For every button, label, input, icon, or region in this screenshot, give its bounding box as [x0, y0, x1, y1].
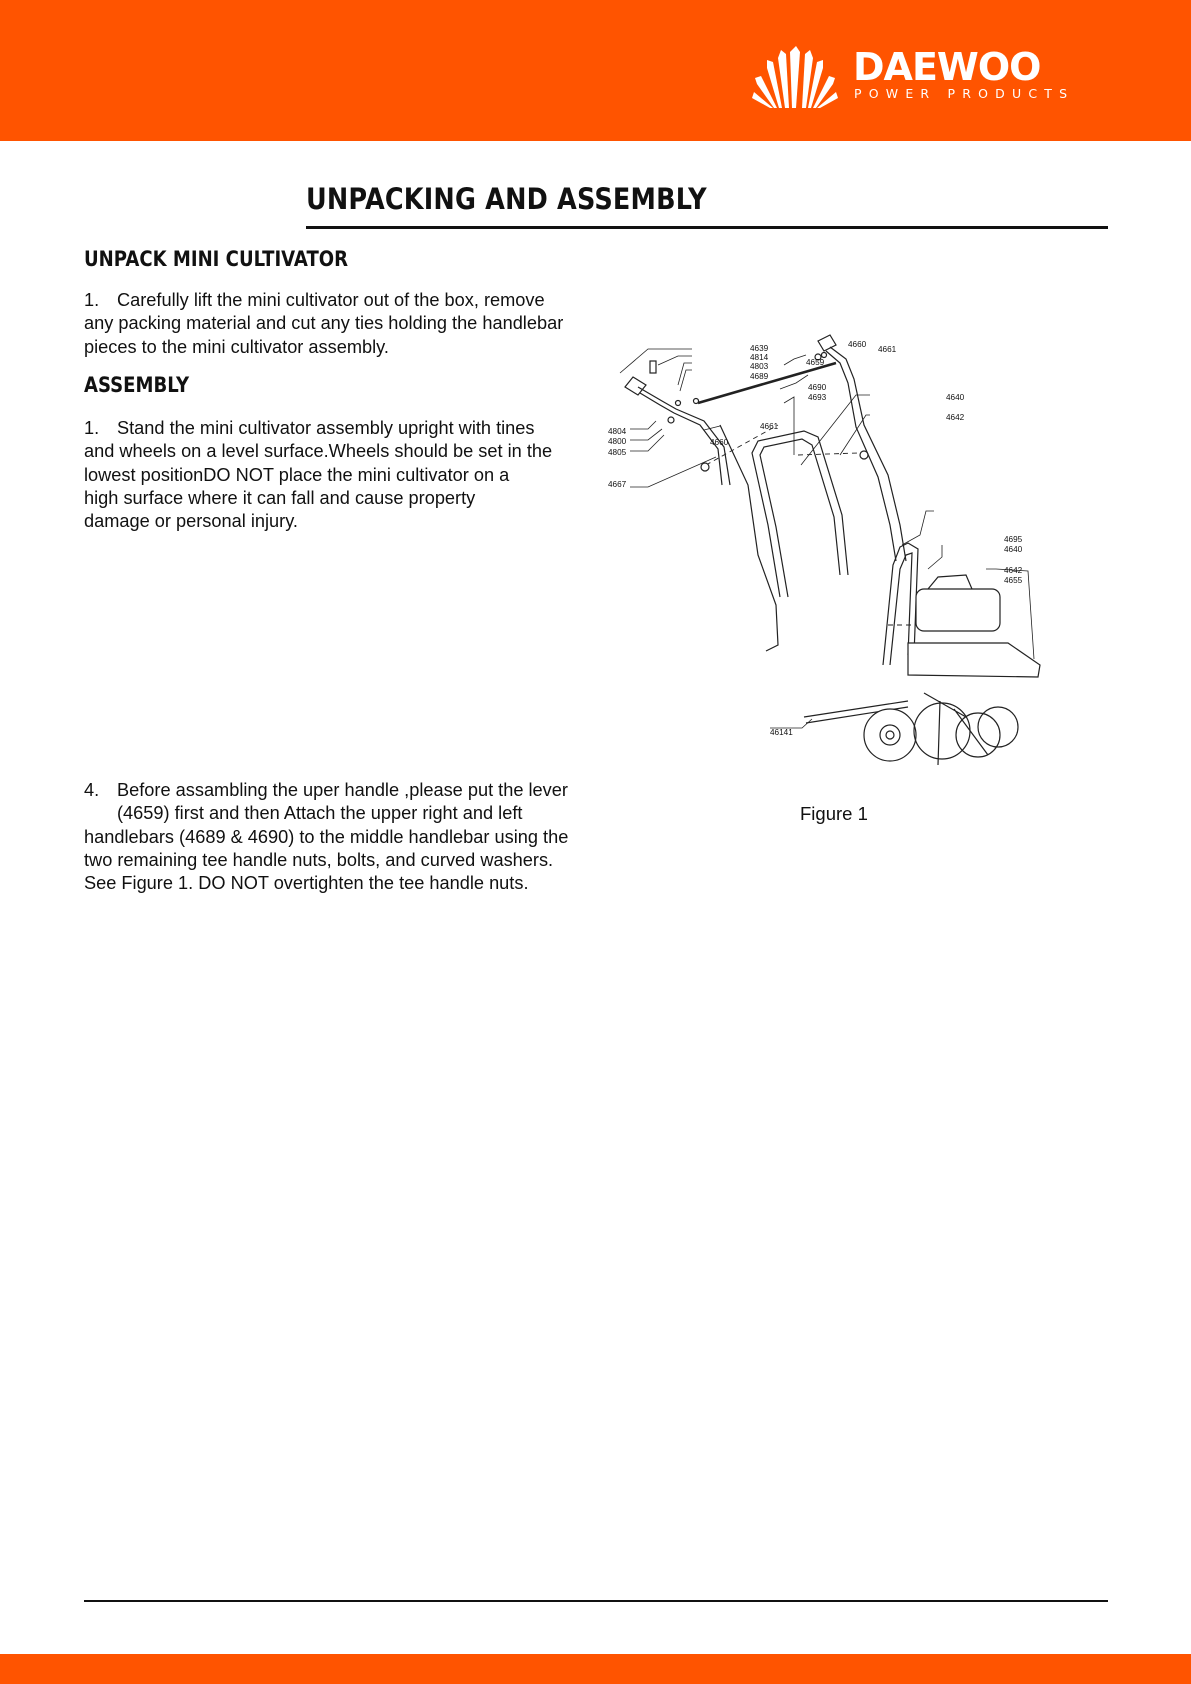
- text-line: pieces to the mini cultivator assembly.: [84, 336, 389, 357]
- unpack-heading: UNPACK MINI CULTIVATOR: [84, 247, 349, 271]
- upper-right-handlebar: [818, 335, 906, 561]
- part-label: 4661: [760, 422, 779, 431]
- text-line: Stand the mini cultivator assembly upright with tines: [117, 418, 535, 438]
- part-label: 4803: [750, 362, 769, 371]
- text-line: damage or personal injury.: [84, 511, 298, 532]
- middle-handlebar: [752, 431, 848, 597]
- text-line: handlebars (4689 & 4690) to the middle handlebar using the: [84, 826, 569, 847]
- part-label: 4689: [750, 372, 769, 381]
- part-label: 4667: [608, 480, 627, 489]
- part-label: 4639: [750, 344, 769, 353]
- text-line: two remaining tee handle nuts, bolts, and curved washers.: [84, 849, 554, 870]
- brand-logo: [752, 44, 1082, 110]
- part-label: 4800: [608, 437, 627, 446]
- part-label: 4693: [808, 393, 827, 402]
- part-label: 4695: [1004, 535, 1023, 544]
- part-label: 46141: [770, 728, 793, 737]
- text-line: and wheels on a level surface.Wheels should be set in the: [84, 441, 553, 462]
- step-number: 4.: [84, 780, 100, 800]
- footer-bar: [0, 1654, 1191, 1684]
- footer-divider: [84, 1600, 1108, 1602]
- part-label: 4805: [608, 448, 627, 457]
- part-label: 4642: [946, 413, 965, 422]
- part-label: 4660: [710, 438, 729, 447]
- figure-caption: Figure 1: [800, 803, 868, 824]
- part-label: 4661: [878, 345, 897, 354]
- step-number: 1.: [84, 290, 100, 310]
- text-line: See Figure 1. DO NOT overtighten the tee handle nuts.: [84, 873, 529, 894]
- text-line: lowest positionDO NOT place the mini cultivator on a: [84, 464, 510, 485]
- part-label: 4660: [848, 340, 867, 349]
- text-line: any packing material and cut any ties holding the handlebar: [84, 313, 564, 334]
- text-line: Carefully lift the mini cultivator out of the box, remove: [117, 290, 545, 310]
- part-label: 4659: [806, 358, 825, 367]
- text-line: (4659) first and then Attach the upper right and left: [117, 803, 523, 824]
- text-line: Before assambling the uper handle ,please put the lever: [117, 780, 568, 800]
- step-number: 1.: [84, 418, 100, 438]
- brand-name: DAEWOO: [853, 45, 1041, 89]
- part-label: 4690: [808, 383, 827, 392]
- unpack-step-1: [84, 289, 563, 359]
- assembly-heading: ASSEMBLY: [84, 373, 190, 397]
- assembly-step-4: [84, 779, 568, 895]
- part-label: 4640: [1004, 545, 1023, 554]
- upper-left-handlebar: [625, 377, 778, 651]
- assembly-step-1: [84, 417, 552, 533]
- figure-1-diagram: [608, 325, 1108, 775]
- text-line: high surface where it can fall and cause property: [84, 487, 476, 508]
- part-label: 4655: [1004, 576, 1023, 585]
- brand-tagline: POWER PRODUCTS: [854, 86, 1075, 101]
- part-label: 4814: [750, 353, 769, 362]
- title-divider: [306, 226, 1108, 229]
- part-label: 4640: [946, 393, 965, 402]
- part-label: 4642: [1004, 566, 1023, 575]
- page-title: UNPACKING AND ASSEMBLY: [306, 182, 707, 216]
- daewoo-shell-icon: [752, 44, 838, 110]
- part-label: 4804: [608, 427, 627, 436]
- part-labels: [608, 340, 1023, 737]
